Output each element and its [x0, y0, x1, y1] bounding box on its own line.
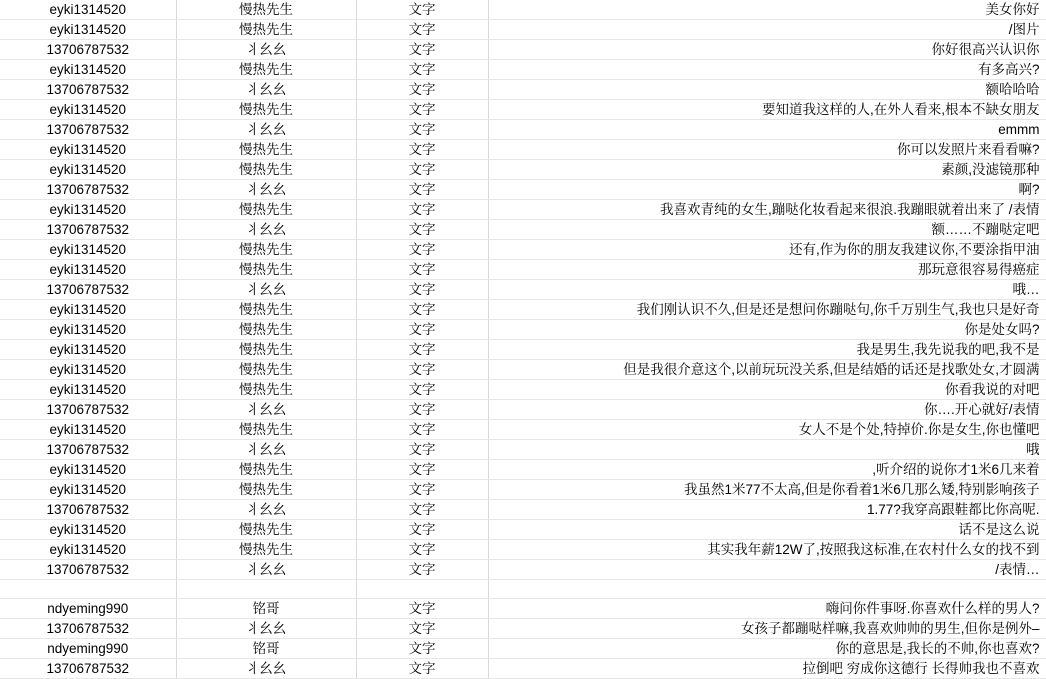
cell-msg_type[interactable]: 文字 — [356, 340, 488, 360]
cell-content[interactable]: 哦… — [488, 280, 1046, 300]
cell-msg_type[interactable]: 文字 — [356, 320, 488, 340]
cell-sender_id[interactable]: eyki1314520 — [0, 260, 176, 280]
cell-content[interactable]: 嗨问你件事呀.你喜欢什么样的男人? — [488, 599, 1046, 619]
cell-nickname[interactable]: 丬幺幺 — [176, 280, 356, 300]
cell-sender_id[interactable]: eyki1314520 — [0, 460, 176, 480]
cell-nickname[interactable]: 丬幺幺 — [176, 180, 356, 200]
cell-sender_id[interactable]: 13706787532 — [0, 500, 176, 520]
cell-msg_type[interactable]: 文字 — [356, 619, 488, 639]
cell-msg_type[interactable] — [356, 580, 488, 599]
cell-content[interactable]: 话不是这么说 — [488, 520, 1046, 540]
cell-msg_type[interactable]: 文字 — [356, 380, 488, 400]
table-row — [0, 440, 1046, 460]
cell-sender_id[interactable]: eyki1314520 — [0, 0, 176, 20]
table-row — [0, 619, 1046, 639]
table-row — [0, 500, 1046, 520]
cell-content[interactable]: 你的意思是,我长的不帅,你也喜欢? — [488, 639, 1046, 659]
table-row — [0, 320, 1046, 340]
table-row — [0, 40, 1046, 60]
cell-content[interactable]: 还有,作为你的朋友我建议你,不要涂指甲油 — [488, 240, 1046, 260]
table-row — [0, 360, 1046, 380]
cell-sender_id[interactable]: 13706787532 — [0, 120, 176, 140]
table-row — [0, 520, 1046, 540]
cell-msg_type[interactable]: 文字 — [356, 460, 488, 480]
cell-sender_id[interactable]: ndyeming990 — [0, 599, 176, 619]
cell-msg_type[interactable]: 文字 — [356, 0, 488, 20]
cell-msg_type[interactable]: 文字 — [356, 360, 488, 380]
cell-nickname[interactable]: 丬幺幺 — [176, 619, 356, 639]
cell-content[interactable]: 那玩意很容易得癌症 — [488, 260, 1046, 280]
cell-nickname[interactable]: 慢热先生 — [176, 320, 356, 340]
cell-nickname[interactable]: 慢热先生 — [176, 60, 356, 80]
table-row — [0, 599, 1046, 619]
cell-nickname[interactable]: 慢热先生 — [176, 340, 356, 360]
cell-nickname[interactable]: 慢热先生 — [176, 240, 356, 260]
cell-msg_type[interactable]: 文字 — [356, 60, 488, 80]
cell-msg_type[interactable]: 文字 — [356, 500, 488, 520]
cell-sender_id[interactable]: eyki1314520 — [0, 240, 176, 260]
cell-sender_id[interactable]: eyki1314520 — [0, 380, 176, 400]
cell-content[interactable]: 额哈哈哈 — [488, 80, 1046, 100]
cell-content[interactable]: /表情… — [488, 560, 1046, 580]
cell-nickname[interactable]: 慢热先生 — [176, 540, 356, 560]
cell-nickname[interactable]: 慢热先生 — [176, 380, 356, 400]
cell-content[interactable]: 我们刚认识不久,但是还是想问你蹦哒句,你千万别生气,我也只是好奇 — [488, 300, 1046, 320]
cell-msg_type[interactable]: 文字 — [356, 240, 488, 260]
table-row — [0, 60, 1046, 80]
cell-sender_id[interactable]: eyki1314520 — [0, 520, 176, 540]
cell-msg_type[interactable]: 文字 — [356, 100, 488, 120]
cell-msg_type[interactable]: 文字 — [356, 440, 488, 460]
cell-msg_type[interactable]: 文字 — [356, 200, 488, 220]
cell-nickname[interactable]: 丬幺幺 — [176, 440, 356, 460]
cell-msg_type[interactable]: 文字 — [356, 260, 488, 280]
cell-msg_type[interactable]: 文字 — [356, 420, 488, 440]
cell-sender_id[interactable]: 13706787532 — [0, 560, 176, 580]
cell-sender_id[interactable]: 13706787532 — [0, 80, 176, 100]
table-row — [0, 260, 1046, 280]
table-row — [0, 20, 1046, 40]
cell-content[interactable]: 其实我年薪12W了,按照我这标准,在农村什么女的找不到 — [488, 540, 1046, 560]
cell-content[interactable]: 你可以发照片来看看嘛? — [488, 140, 1046, 160]
cell-msg_type[interactable]: 文字 — [356, 280, 488, 300]
cell-content[interactable]: 啊? — [488, 180, 1046, 200]
cell-msg_type[interactable]: 文字 — [356, 160, 488, 180]
cell-msg_type[interactable]: 文字 — [356, 220, 488, 240]
cell-content[interactable]: 美女你好 — [488, 0, 1046, 20]
table-row — [0, 180, 1046, 200]
cell-nickname[interactable]: 慢热先生 — [176, 260, 356, 280]
cell-sender_id[interactable]: 13706787532 — [0, 40, 176, 60]
cell-msg_type[interactable]: 文字 — [356, 659, 488, 679]
cell-content[interactable]: 有多高兴? — [488, 60, 1046, 80]
cell-nickname[interactable]: 丬幺幺 — [176, 560, 356, 580]
cell-msg_type[interactable]: 文字 — [356, 480, 488, 500]
cell-nickname[interactable]: 丬幺幺 — [176, 400, 356, 420]
cell-sender_id[interactable]: 13706787532 — [0, 400, 176, 420]
cell-sender_id[interactable]: 13706787532 — [0, 180, 176, 200]
cell-content[interactable]: 1.77?我穿高跟鞋都比你高呢. — [488, 500, 1046, 520]
cell-content[interactable]: 哦 — [488, 440, 1046, 460]
cell-sender_id[interactable]: eyki1314520 — [0, 140, 176, 160]
cell-content[interactable]: 女人不是个处,特掉价.你是女生,你也懂吧 — [488, 420, 1046, 440]
cell-sender_id[interactable]: 13706787532 — [0, 659, 176, 679]
cell-content[interactable]: 你看我说的对吧 — [488, 380, 1046, 400]
table-row — [0, 200, 1046, 220]
cell-nickname[interactable]: 慢热先生 — [176, 300, 356, 320]
cell-nickname[interactable]: 慢热先生 — [176, 460, 356, 480]
cell-content[interactable]: ,听介绍的说你才1米6几来着 — [488, 460, 1046, 480]
cell-msg_type[interactable]: 文字 — [356, 520, 488, 540]
cell-nickname[interactable]: 慢热先生 — [176, 20, 356, 40]
cell-nickname[interactable]: 慢热先生 — [176, 0, 356, 20]
cell-content[interactable]: 你是处女吗? — [488, 320, 1046, 340]
cell-sender_id[interactable]: eyki1314520 — [0, 60, 176, 80]
table-row — [0, 300, 1046, 320]
cell-sender_id[interactable]: 13706787532 — [0, 280, 176, 300]
cell-sender_id[interactable]: eyki1314520 — [0, 200, 176, 220]
cell-nickname[interactable]: 丬幺幺 — [176, 220, 356, 240]
cell-content[interactable]: 拉倒吧 穷成你这德行 长得帅我也不喜欢 — [488, 659, 1046, 679]
cell-content[interactable]: emmm — [488, 120, 1046, 140]
cell-sender_id[interactable]: eyki1314520 — [0, 160, 176, 180]
cell-sender_id[interactable]: eyki1314520 — [0, 540, 176, 560]
table-row — [0, 220, 1046, 240]
cell-sender_id[interactable]: eyki1314520 — [0, 100, 176, 120]
cell-sender_id[interactable]: eyki1314520 — [0, 340, 176, 360]
cell-content[interactable]: 女孩子都蹦哒样嘛,我喜欢帅帅的男生,但你是例外– — [488, 619, 1046, 639]
cell-sender_id[interactable]: eyki1314520 — [0, 20, 176, 40]
cell-msg_type[interactable]: 文字 — [356, 300, 488, 320]
cell-msg_type[interactable]: 文字 — [356, 20, 488, 40]
table-row — [0, 280, 1046, 300]
cell-nickname[interactable]: 铭哥 — [176, 639, 356, 659]
cell-content[interactable]: 我喜欢青纯的女生,蹦哒化妆看起来很浪.我蹦眼就着出来了 /表情 — [488, 200, 1046, 220]
cell-sender_id[interactable]: eyki1314520 — [0, 300, 176, 320]
cell-msg_type[interactable]: 文字 — [356, 180, 488, 200]
table-row — [0, 160, 1046, 180]
table-row — [0, 540, 1046, 560]
cell-content[interactable]: 但是我很介意这个,以前玩玩没关系,但是结婚的话还是找歌处女,才圆满 — [488, 360, 1046, 380]
cell-sender_id[interactable]: eyki1314520 — [0, 480, 176, 500]
cell-content[interactable]: 额……不蹦哒定吧 — [488, 220, 1046, 240]
cell-sender_id[interactable]: eyki1314520 — [0, 320, 176, 340]
cell-msg_type[interactable]: 文字 — [356, 80, 488, 100]
cell-msg_type[interactable]: 文字 — [356, 140, 488, 160]
cell-nickname[interactable]: 丬幺幺 — [176, 80, 356, 100]
cell-nickname[interactable]: 慢热先生 — [176, 200, 356, 220]
cell-nickname[interactable]: 慢热先生 — [176, 480, 356, 500]
cell-content[interactable]: 要知道我这样的人,在外人看来,根本不缺女朋友 — [488, 100, 1046, 120]
table-row — [0, 0, 1046, 20]
cell-msg_type[interactable]: 文字 — [356, 120, 488, 140]
cell-nickname[interactable]: 铭哥 — [176, 599, 356, 619]
cell-nickname[interactable]: 慢热先生 — [176, 100, 356, 120]
cell-nickname[interactable]: 慢热先生 — [176, 140, 356, 160]
cell-sender_id[interactable]: 13706787532 — [0, 220, 176, 240]
table-row — [0, 460, 1046, 480]
table-row — [0, 100, 1046, 120]
table-row — [0, 140, 1046, 160]
table-row — [0, 120, 1046, 140]
cell-content[interactable]: 素颜,没滤镜那种 — [488, 160, 1046, 180]
cell-sender_id[interactable]: eyki1314520 — [0, 420, 176, 440]
cell-sender_id[interactable]: 13706787532 — [0, 440, 176, 460]
cell-sender_id[interactable]: eyki1314520 — [0, 360, 176, 380]
cell-content[interactable]: /图片 — [488, 20, 1046, 40]
cell-content[interactable] — [488, 580, 1046, 599]
cell-msg_type[interactable]: 文字 — [356, 40, 488, 60]
cell-nickname[interactable]: 慢热先生 — [176, 360, 356, 380]
cell-msg_type[interactable]: 文字 — [356, 639, 488, 659]
table-row — [0, 400, 1046, 420]
cell-sender_id[interactable]: 13706787532 — [0, 619, 176, 639]
cell-sender_id[interactable] — [0, 580, 176, 599]
cell-content[interactable]: 你好很高兴认识你 — [488, 40, 1046, 60]
table-row — [0, 80, 1046, 100]
cell-msg_type[interactable]: 文字 — [356, 599, 488, 619]
table-row-blank — [0, 580, 1046, 599]
cell-content[interactable]: 我是男生,我先说我的吧,我不是 — [488, 340, 1046, 360]
cell-content[interactable]: 你….开心就好/表情 — [488, 400, 1046, 420]
cell-nickname[interactable]: 丬幺幺 — [176, 120, 356, 140]
table-row — [0, 560, 1046, 580]
table-row — [0, 420, 1046, 440]
table-row — [0, 380, 1046, 400]
cell-nickname[interactable]: 丬幺幺 — [176, 659, 356, 679]
cell-nickname[interactable]: 丬幺幺 — [176, 500, 356, 520]
cell-sender_id[interactable]: ndyeming990 — [0, 639, 176, 659]
table-row — [0, 480, 1046, 500]
cell-msg_type[interactable]: 文字 — [356, 560, 488, 580]
table-row — [0, 659, 1046, 679]
cell-content[interactable]: 我虽然1米77不太高,但是你看着1米6几那么矮,特别影响孩子 — [488, 480, 1046, 500]
cell-nickname[interactable]: 丬幺幺 — [176, 40, 356, 60]
table-row — [0, 639, 1046, 659]
cell-msg_type[interactable]: 文字 — [356, 400, 488, 420]
cell-nickname[interactable]: 慢热先生 — [176, 160, 356, 180]
cell-msg_type[interactable]: 文字 — [356, 540, 488, 560]
cell-nickname[interactable]: 慢热先生 — [176, 520, 356, 540]
cell-nickname[interactable] — [176, 580, 356, 599]
table-row — [0, 240, 1046, 260]
table-row — [0, 340, 1046, 360]
cell-nickname[interactable]: 慢热先生 — [176, 420, 356, 440]
